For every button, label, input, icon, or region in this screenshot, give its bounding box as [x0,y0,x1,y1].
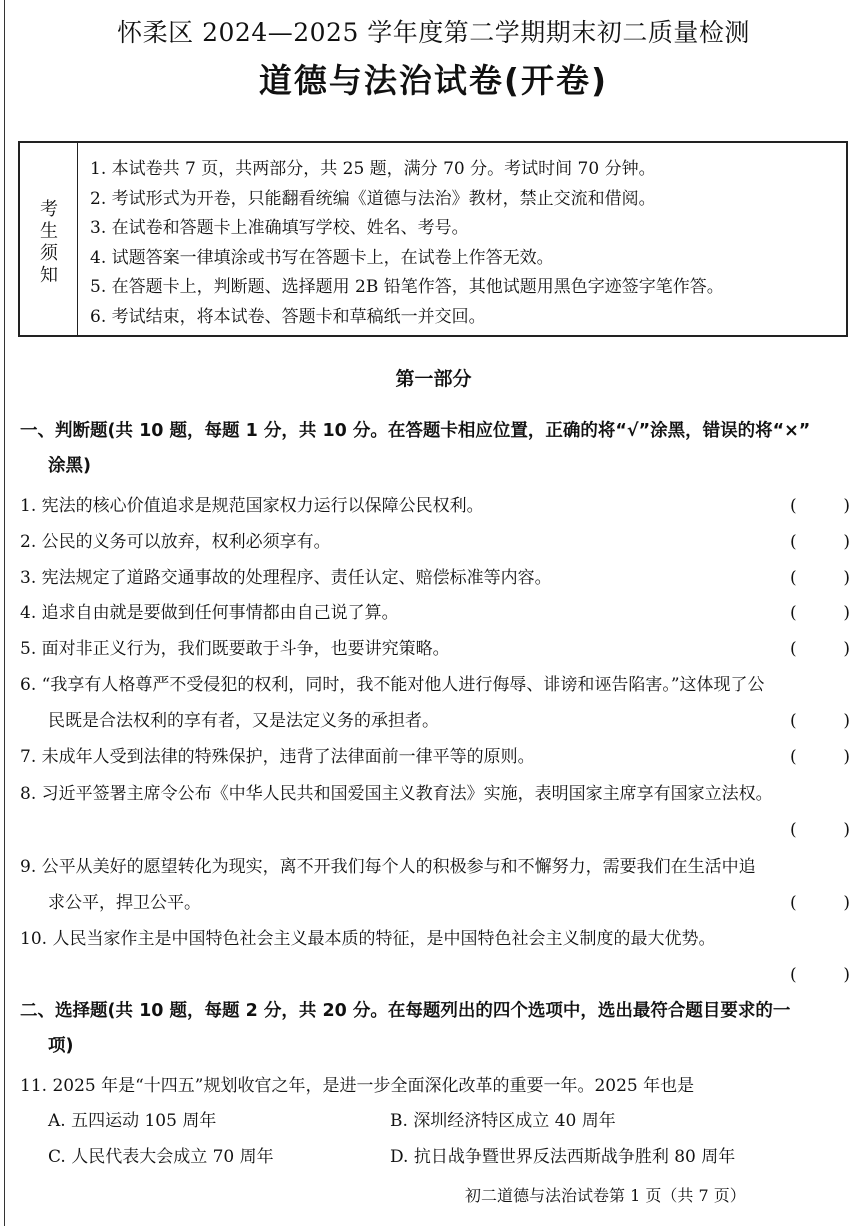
answer-blank[interactable] [790,962,850,988]
paren-open: ( [790,532,797,552]
answer-blank[interactable] [790,708,850,734]
notice-item: 4. 试题答案一律填涂或书写在答题卡上，在试卷上作答无效。 [90,247,554,268]
paren-open: ( [790,496,797,516]
notice-side-label-cell [20,143,78,335]
section-heading-line: 涂黑) [48,456,91,476]
answer-blank[interactable] [790,529,850,555]
notice-item: 5. 在答题卡上，判断题、选择题用 2B 铅笔作答，其他试题用黑色字迹签字笔作答。 [90,277,724,297]
notice-item: 3. 在试卷和答题卡上准确填写学校、姓名、考号。 [90,218,469,238]
paren-open: ( [790,568,797,588]
option-c[interactable]: C. 人民代表大会成立 70 周年 [48,1147,274,1167]
judge-question-1: 1. 宪法的核心价值追求是规范国家权力运行以保障公民权利。 [20,496,484,516]
section-heading-judge [20,418,855,479]
paren-close: ) [843,532,850,552]
notice-item: 6. 考试结束，将本试卷、答题卡和草稿纸一并交回。 [90,306,486,327]
paren-close: ) [843,639,850,659]
judge-question-9-cont: 求公平，捍卫公平。 [48,893,201,913]
page-edge-line [4,0,5,1226]
judge-question-4: 4. 追求自由就是要做到任何事情都由自己说了算。 [20,603,399,623]
paren-open: ( [790,893,797,913]
judge-question-9: 9. 公平从美好的愿望转化为现实，离不开我们每个人的积极参与和不懈努力，需要我们在生活中追 [20,857,756,877]
judge-question-8: 8. 习近平签署主席令公布《中华人民共和国爱国主义教育法》实施，表明国家主席享有国家立法权。 [20,784,773,804]
notice-item: 2. 考试形式为开卷，只能翻看统编《道德与法治》教材，禁止交流和借阅。 [90,188,656,209]
paren-close: ) [843,568,850,588]
choice-question-11: 11. 2025 年是“十四五”规划收官之年，是进一步全面深化改革的重要一年。2025 年也是 [20,1076,695,1096]
answer-blank[interactable] [790,744,850,770]
paren-open: ( [790,639,797,659]
exam-title: 怀柔区 2024—2025 学年度第二学期期末初二质量检测 [117,18,750,47]
paren-open: ( [790,603,797,623]
option-d[interactable]: D. 抗日战争暨世界反法西斯战争胜利 80 周年 [390,1147,736,1167]
paren-open: ( [790,747,797,767]
option-b[interactable]: B. 深圳经济特区成立 40 周年 [390,1111,616,1131]
paren-close: ) [843,893,850,913]
judge-question-6: 6. “我享有人格尊严不受侵犯的权利，同时，我不能对他人进行侮辱、诽谤和诬告陷害。”这体现了公 [20,675,765,695]
judge-question-7: 7. 未成年人受到法律的特殊保护，违背了法律面前一律平等的原则。 [20,747,535,767]
answer-blank[interactable] [790,600,850,626]
answer-blank[interactable] [790,817,850,843]
judge-question-10: 10. 人民当家作主是中国特色社会主义最本质的特征，是中国特色社会主义制度的最大优势。 [20,929,716,949]
notice-item: 1. 本试卷共 7 页，共两部分，共 25 题，满分 70 分。考试时间 70 分钟。 [90,159,656,179]
paren-close: ) [843,820,850,840]
answer-blank[interactable] [790,565,850,591]
part-title: 第一部分 [395,368,472,390]
candidate-notice-box [18,141,848,337]
answer-blank[interactable] [790,890,850,916]
answer-blank[interactable] [790,636,850,662]
notice-side-label: 考生须知 [40,199,58,286]
judge-question-3: 3. 宪法规定了道路交通事故的处理程序、责任认定、赔偿标准等内容。 [20,568,552,588]
paren-close: ) [843,603,850,623]
judge-question-6-cont: 民既是合法权利的享有者，又是法定义务的承担者。 [48,711,439,731]
section-heading-line: 项) [48,1036,74,1056]
paren-open: ( [790,711,797,731]
paren-close: ) [843,965,850,985]
paren-close: ) [843,711,850,731]
section-heading-line: 一、判断题(共 10 题，每题 1 分，共 10 分。在答题卡相应位置，正确的将“√”涂黑，错误的将“×” [20,421,811,441]
paren-open: ( [790,965,797,985]
exam-subject-title: 道德与法治试卷(开卷) [258,61,609,100]
section-heading-line: 二、选择题(共 10 题，每题 2 分，共 20 分。在每题列出的四个选项中，选出最符合题目要求的一 [20,1001,791,1021]
paren-open: ( [790,820,797,840]
section-heading-choice [20,998,855,1059]
paren-close: ) [843,747,850,767]
notice-list [90,155,840,332]
answer-blank[interactable] [790,493,850,519]
paren-close: ) [843,496,850,516]
option-a[interactable]: A. 五四运动 105 周年 [48,1111,217,1131]
judge-question-2: 2. 公民的义务可以放弃，权利必须享有。 [20,532,331,552]
judge-question-5: 5. 面对非正义行为，我们既要敢于斗争，也要讲究策略。 [20,639,450,659]
page-footer: 初二道德与法治试卷第 1 页（共 7 页） [465,1186,746,1205]
